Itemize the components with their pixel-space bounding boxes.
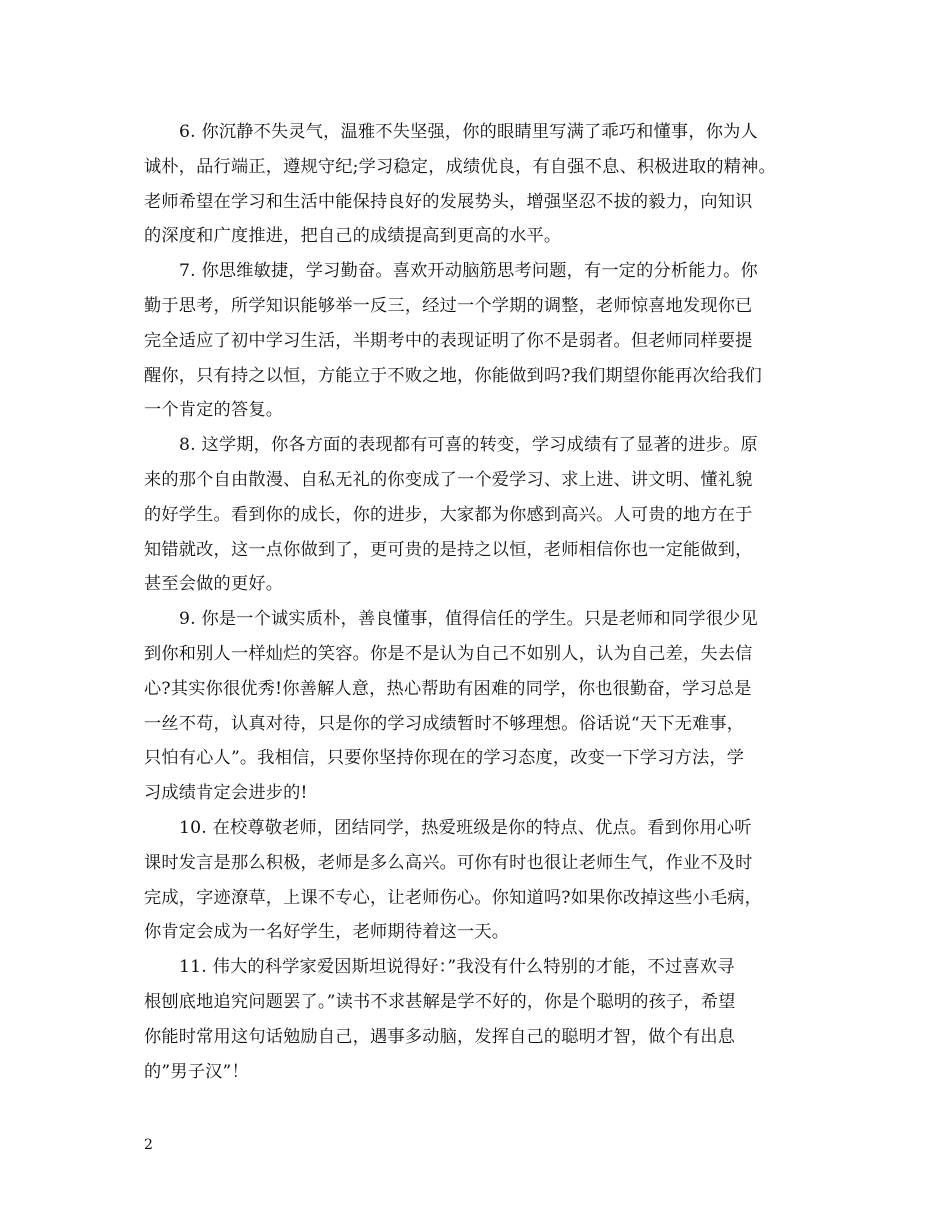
paragraph-line: 你肯定会成为一名好学生，老师期待着这一天。: [144, 922, 510, 943]
paragraph-line: 课时发言是那么积极，老师是多么高兴。可你有时也很让老师生气，作业不及时: [144, 852, 753, 873]
paragraph-comment-11: [144, 950, 814, 1089]
paragraph-line: 根刨底地追究问题罢了。”读书不求甚解是学不好的，你是个聪明的孩子，希望: [144, 991, 736, 1012]
document-body: [144, 115, 814, 1089]
paragraph-line: 一丝不苟，认真对待，只是你的学习成绩暂时不够理想。俗话说“天下无难事，: [144, 713, 745, 734]
paragraph-line: 8. 这学期，你各方面的表现都有可喜的转变，学习成绩有了显著的进步。原: [179, 435, 758, 456]
paragraph-comment-9: [144, 602, 814, 811]
paragraph-line: 甚至会做的更好。: [144, 574, 284, 595]
paragraph-line: 的好学生。看到你的成长，你的进步，大家都为你感到高兴。人可贵的地方在于: [144, 504, 753, 525]
paragraph-line: 完成，字迹潦草，上课不专心，让老师伤心。你知道吗?如果你改掉这些小毛病，: [144, 887, 762, 908]
paragraph-line: 醒你，只有持之以恒，方能立于不败之地，你能做到吗?我们期望你能再次给我们: [144, 365, 762, 386]
paragraph-line: 诚朴，品行端正，遵规守纪;学习稳定，成绩优良，有自强不息、积极进取的精神。: [144, 156, 776, 177]
paragraph-comment-10: [144, 811, 814, 950]
paragraph-line: 到你和别人一样灿烂的笑容。你是不是认为自己不如别人，认为自己差，失去信: [144, 643, 753, 664]
paragraph-line: 7. 你思维敏捷，学习勤奋。喜欢开动脑筋思考问题，有一定的分析能力。你: [179, 261, 758, 282]
paragraph-line: 勤于思考，所学知识能够举一反三，经过一个学期的调整，老师惊喜地发现你已: [144, 295, 753, 316]
paragraph-line: 来的那个自由散漫、自私无礼的你变成了一个爱学习、求上进、讲文明、懂礼貌: [144, 469, 753, 490]
paragraph-line: 的”男子汉”！: [144, 1061, 249, 1082]
paragraph-line: 11. 伟大的科学家爱因斯坦说得好：”我没有什么特别的才能，不过喜欢寻: [179, 957, 735, 978]
paragraph-line: 习成绩肯定会进步的!: [144, 783, 308, 804]
paragraph-comment-7: [144, 254, 814, 428]
paragraph-line: 知错就改，这一点你做到了，更可贵的是持之以恒，老师相信你也一定能做到，: [144, 539, 753, 560]
paragraph-line: 老师希望在学习和生活中能保持良好的发展势头，增强坚忍不拔的毅力，向知识: [144, 191, 753, 212]
paragraph-line: 完全适应了初中学习生活，半期考中的表现证明了你不是弱者。但老师同样要提: [144, 330, 753, 351]
paragraph-line: 你能时常用这句话勉励自己，遇事多动脑，发挥自己的聪明才智，做个有出息: [144, 1026, 736, 1047]
page-number: 2: [144, 1137, 153, 1153]
paragraph-line: 的深度和广度推进，把自己的成绩提高到更高的水平。: [144, 226, 562, 247]
paragraph-line: 心?其实你很优秀!你善解人意，热心帮助有困难的同学，你也很勤奋，学习总是: [144, 678, 752, 699]
paragraph-line: 10. 在校尊敬老师，团结同学，热爱班级是你的特点、优点。看到你用心听: [179, 817, 752, 838]
paragraph-line: 只怕有心人”。我相信，只要你坚持你现在的学习态度，改变一下学习方法，学: [144, 748, 745, 769]
paragraph-comment-6: [144, 115, 814, 254]
paragraph-line: 一个肯定的答复。: [144, 400, 284, 421]
paragraph-comment-8: [144, 428, 814, 602]
paragraph-line: 9. 你是一个诚实质朴，善良懂事，值得信任的学生。只是老师和同学很少见: [179, 609, 758, 630]
paragraph-line: 6. 你沉静不失灵气，温雅不失坚强，你的眼睛里写满了乖巧和懂事，你为人: [179, 122, 758, 142]
